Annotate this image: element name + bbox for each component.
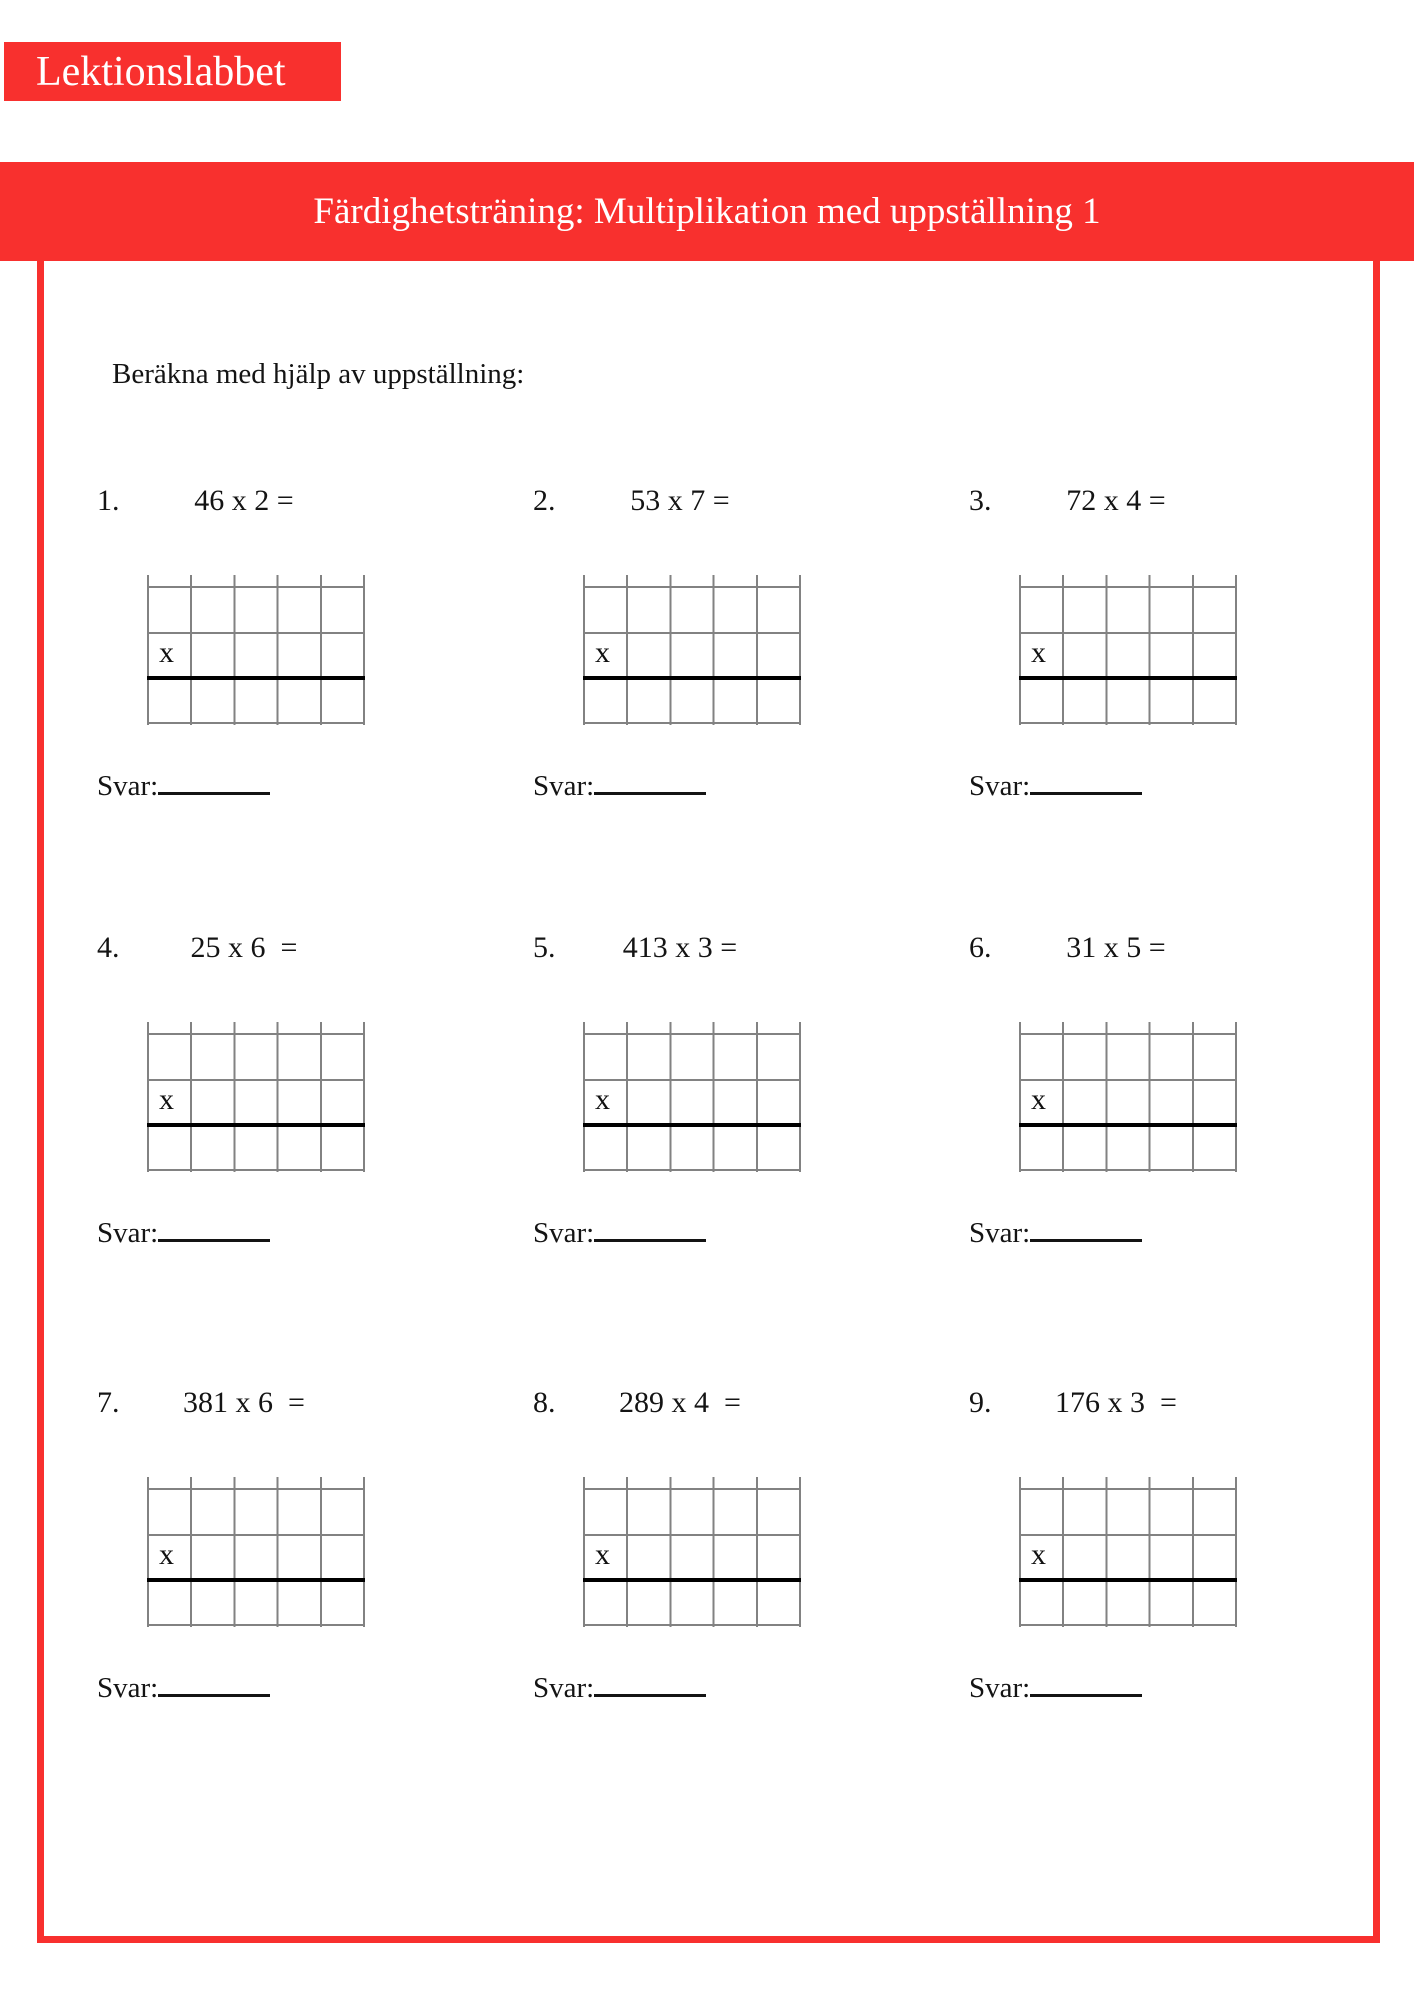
multiply-symbol: x: [159, 1538, 174, 1571]
multiply-symbol: x: [1031, 1538, 1046, 1571]
problem-number: 1.: [97, 484, 120, 517]
grid-line: [583, 1534, 801, 1536]
page-title: Färdighetsträning: Multiplikation med uppställning 1: [313, 191, 1101, 232]
multiply-symbol: x: [595, 636, 610, 669]
multiplication-grid: [147, 1022, 365, 1172]
answer-blank: [1030, 768, 1142, 795]
answer-line: [533, 768, 706, 802]
result-line: [1019, 676, 1237, 680]
answer-label: Svar:: [533, 770, 595, 802]
answer-blank: [1030, 1215, 1142, 1242]
answer-label: Svar:: [969, 1217, 1031, 1249]
problem-cell-4: [97, 932, 427, 1262]
answer-label: Svar:: [97, 1672, 159, 1704]
multiplication-grid: [583, 1477, 801, 1627]
problem-expression: 289 x 4 =: [619, 1386, 741, 1419]
multiply-symbol: x: [1031, 1083, 1046, 1116]
brand-name: Lektionslabbet: [36, 48, 286, 95]
multiply-symbol: x: [159, 636, 174, 669]
grid-line: [147, 586, 365, 588]
problem-expression: 176 x 3 =: [1055, 1386, 1177, 1419]
answer-blank: [158, 1670, 270, 1697]
problem-number: 8.: [533, 1386, 556, 1419]
answer-line: [969, 768, 1142, 802]
answer-line: [97, 1670, 270, 1704]
grid-line: [583, 1488, 801, 1490]
problem-cell-8: [533, 1387, 863, 1717]
instruction-text: Beräkna med hjälp av uppställning:: [112, 358, 525, 390]
grid-line: [1019, 1534, 1237, 1536]
grid-line: [1019, 1624, 1237, 1626]
answer-blank: [158, 768, 270, 795]
grid-line: [147, 1534, 365, 1536]
grid-line: [583, 722, 801, 724]
problem-expression: 53 x 7 =: [630, 484, 730, 517]
result-line: [1019, 1578, 1237, 1582]
grid-line: [583, 1079, 801, 1081]
brand-banner: [4, 42, 341, 101]
grid-line: [147, 1169, 365, 1171]
problem-expression: 381 x 6 =: [183, 1386, 305, 1419]
problem-number: 5.: [533, 931, 556, 964]
answer-blank: [1030, 1670, 1142, 1697]
answer-label: Svar:: [97, 770, 159, 802]
multiplication-grid: [147, 575, 365, 725]
answer-blank: [594, 1670, 706, 1697]
problem-cell-9: [969, 1387, 1299, 1717]
grid-line: [147, 632, 365, 634]
multiplication-grid: [583, 1022, 801, 1172]
grid-line: [147, 1488, 365, 1490]
multiplication-grid: [583, 575, 801, 725]
result-line: [147, 676, 365, 680]
problem-number: 7.: [97, 1386, 120, 1419]
result-line: [1019, 1123, 1237, 1127]
grid-line: [1019, 586, 1237, 588]
answer-label: Svar:: [533, 1217, 595, 1249]
result-line: [147, 1578, 365, 1582]
grid-line: [1019, 1079, 1237, 1081]
multiply-symbol: x: [595, 1083, 610, 1116]
answer-label: Svar:: [969, 1672, 1031, 1704]
result-line: [583, 1123, 801, 1127]
problem-expression: 31 x 5 =: [1066, 931, 1166, 964]
grid-line: [147, 1624, 365, 1626]
answer-line: [97, 768, 270, 802]
grid-line: [1019, 632, 1237, 634]
problem-number: 3.: [969, 484, 992, 517]
result-line: [147, 1123, 365, 1127]
grid-line: [147, 1033, 365, 1035]
answer-label: Svar:: [533, 1672, 595, 1704]
grid-line: [583, 1169, 801, 1171]
grid-line: [583, 632, 801, 634]
grid-line: [1019, 1169, 1237, 1171]
problem-number: 2.: [533, 484, 556, 517]
answer-label: Svar:: [97, 1217, 159, 1249]
answer-line: [533, 1670, 706, 1704]
problem-cell-2: [533, 485, 863, 815]
answer-blank: [158, 1215, 270, 1242]
title-banner: [0, 162, 1414, 261]
multiplication-grid: [1019, 1022, 1237, 1172]
grid-line: [147, 1079, 365, 1081]
problem-cell-7: [97, 1387, 427, 1717]
problem-expression: 72 x 4 =: [1066, 484, 1166, 517]
grid-line: [583, 1624, 801, 1626]
multiply-symbol: x: [159, 1083, 174, 1116]
multiply-symbol: x: [595, 1538, 610, 1571]
grid-line: [1019, 1488, 1237, 1490]
grid-line: [583, 1033, 801, 1035]
grid-line: [147, 722, 365, 724]
grid-line: [583, 586, 801, 588]
answer-blank: [594, 768, 706, 795]
problem-cell-5: [533, 932, 863, 1262]
answer-line: [97, 1215, 270, 1249]
multiplication-grid: [1019, 575, 1237, 725]
answer-blank: [594, 1215, 706, 1242]
problem-cell-6: [969, 932, 1299, 1262]
problem-number: 4.: [97, 931, 120, 964]
problem-expression: 25 x 6 =: [190, 931, 298, 964]
grid-line: [1019, 1033, 1237, 1035]
problem-cell-1: [97, 485, 427, 815]
result-line: [583, 676, 801, 680]
answer-line: [969, 1215, 1142, 1249]
problem-cell-3: [969, 485, 1299, 815]
result-line: [583, 1578, 801, 1582]
multiply-symbol: x: [1031, 636, 1046, 669]
multiplication-grid: [1019, 1477, 1237, 1627]
grid-line: [1019, 722, 1237, 724]
problem-number: 6.: [969, 931, 992, 964]
multiplication-grid: [147, 1477, 365, 1627]
problem-expression: 46 x 2 =: [194, 484, 294, 517]
problem-number: 9.: [969, 1386, 992, 1419]
problem-expression: 413 x 3 =: [622, 931, 738, 964]
answer-line: [533, 1215, 706, 1249]
answer-label: Svar:: [969, 770, 1031, 802]
answer-line: [969, 1670, 1142, 1704]
